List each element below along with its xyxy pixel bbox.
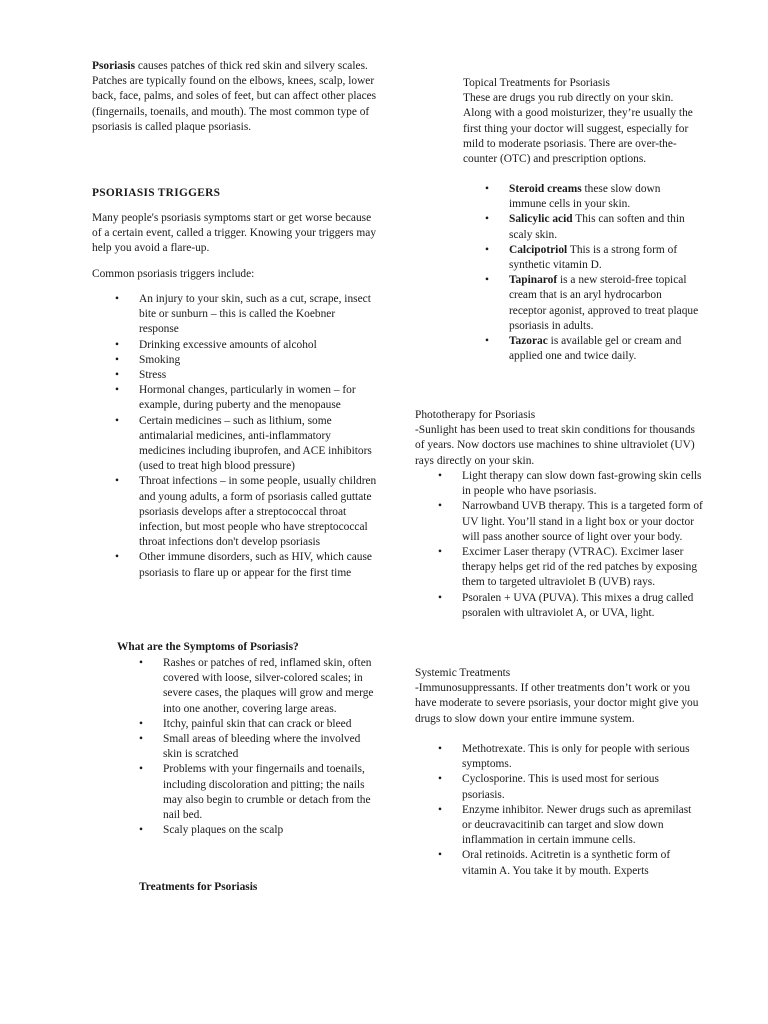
triggers-intro: Many people's psoriasis symptoms start or get worse because of a certain event, called a trigger. Knowing your triggers may help you avoid a flare-up.: [92, 212, 377, 255]
list-item: • Methotrexate. This is only for people with serious symptoms.: [438, 743, 690, 771]
list-item: • Cyclosporine. This is used most for serious psoriasis.: [438, 773, 659, 801]
systemic-heading: Systemic Treatments: [415, 667, 511, 679]
list-item: • Rashes or patches of red, inflamed skin, often covered with loose, silver-colored scales; in severe cases, the plaques will grow and merge into one another, covering large areas.: [139, 657, 374, 715]
topical-intro: These are drugs you rub directly on your skin. Along with a good moisturizer, they’re usually the first thing your doctor will suggest, especially for mild to moderate psoriasis. There are over-the-counter (OTC) and prescription options.: [463, 92, 693, 166]
triggers-common-label: Common psoriasis triggers include:: [92, 268, 255, 280]
bullet-icon: •: [485, 243, 489, 256]
bullet-icon: •: [115, 551, 119, 564]
bullet-icon: •: [485, 335, 489, 348]
list-item: • Excimer Laser therapy (VTRAC). Excimer laser therapy helps get rid of the red patches by exposing them to targeted ultraviolet B (UVB) rays.: [438, 546, 698, 589]
bullet-icon: •: [485, 183, 489, 195]
bullet-icon: •: [438, 591, 442, 604]
bullet-icon: •: [438, 470, 442, 482]
list-item: • Stress: [115, 368, 377, 383]
phototherapy-heading: Phototherapy for Psoriasis: [415, 409, 536, 421]
list-item: • Tapinarof is a new steroid-free topical cream that is an aryl hydrocarbon receptor agonist, approved to treat plaque psoriasis in adults.: [485, 274, 699, 332]
intro-paragraph: [92, 59, 377, 135]
list-item: • Hormonal changes, particularly in women – for example, during puberty and the menopause: [115, 384, 356, 412]
bullet-icon: •: [438, 500, 442, 513]
intro-term: Psoriasis: [92, 60, 136, 72]
bullet-icon: •: [115, 414, 119, 427]
list-item: • Narrowband UVB therapy. This is a targeted form of UV light. You’ll stand in a light box or your doctor will pass another source of light over your body.: [438, 500, 703, 543]
treatments-heading: Treatments for Psoriasis: [139, 881, 258, 893]
list-item: • Tazorac is available gel or cream and applied one and twice daily.: [485, 335, 682, 363]
bullet-icon: •: [438, 849, 442, 862]
list-item: • Oral retinoids. Acitretin is a synthetic form of vitamin A. You take it by mouth. Experts: [438, 849, 671, 877]
list-item: • Small areas of bleeding where the involved skin is scratched: [139, 733, 361, 761]
bullet-icon: •: [115, 353, 119, 366]
bullet-icon: •: [438, 743, 442, 755]
bullet-icon: •: [115, 475, 119, 488]
bullet-icon: •: [438, 546, 442, 559]
phototherapy-list: [438, 469, 703, 621]
systemic-intro: -Immunosuppressants. If other treatments don’t work or you have moderate to severe psoriasis, your doctor might give you drugs to slow down your entire immune system.: [415, 682, 699, 725]
bullet-icon: •: [139, 824, 143, 837]
bullet-icon: •: [139, 763, 143, 776]
list-item: • An injury to your skin, such as a cut, scrape, insect bite or sunburn – this is called the Koebner response: [115, 293, 371, 336]
list-item: • Salicylic acid This can soften and thin scaly skin.: [485, 213, 685, 241]
bullet-icon: •: [438, 803, 442, 816]
list-item: • Problems with your fingernails and toenails, including discoloration and pitting; the nails may also begin to crumble or detach from the nail bed.: [139, 763, 371, 822]
bullet-icon: •: [115, 338, 119, 351]
bullet-icon: •: [139, 733, 143, 746]
list-item: • Itchy, painful skin that can crack or bleed: [139, 717, 377, 732]
list-item: • Certain medicines – such as lithium, some antimalarial medicines, anti-inflammatory medicines including ibuprofen, and ACE inhibitors (used to treat high blood pressure): [115, 414, 372, 473]
topical-list: [485, 182, 700, 364]
bullet-icon: •: [438, 773, 442, 786]
phototherapy-intro: -Sunlight has been used to treat skin conditions for thousands of years. Now doctors use machines to shine ultraviolet (UV) rays directly on your skin.: [415, 424, 695, 467]
systemic-list: [438, 742, 703, 879]
symptoms-list: [139, 656, 377, 838]
list-item: • Other immune disorders, such as HIV, which cause psoriasis to flare up or appear for the first time: [115, 551, 372, 579]
bullet-icon: •: [485, 213, 489, 226]
bullet-icon: •: [115, 384, 119, 397]
bullet-icon: •: [115, 293, 119, 305]
triggers-heading: PSORIASIS TRIGGERS: [92, 187, 221, 199]
list-item: • Light therapy can slow down fast-growing skin cells in people who have psoriasis.: [438, 470, 702, 498]
list-item: • Steroid creams these slow down immune cells in your skin.: [485, 183, 661, 211]
intro-text: causes patches of thick red skin and silvery scales. Patches are typically found on the elbows, knees, scalp, lower back, face, palms, and soles of feet, but can affect other places (fingernails, toenails, and mouth). The most common type of psoriasis is called plaque psoriasis.: [92, 60, 377, 133]
bullet-icon: •: [139, 717, 143, 730]
symptoms-heading: What are the Symptoms of Psoriasis?: [117, 641, 299, 653]
list-item: • Calcipotriol This is a strong form of synthetic vitamin D.: [485, 243, 678, 272]
list-item: • Scaly plaques on the scalp: [139, 823, 377, 838]
bullet-icon: •: [485, 274, 489, 287]
list-item: • Drinking excessive amounts of alcohol: [115, 338, 377, 353]
bullet-icon: •: [139, 657, 143, 669]
list-item: • Throat infections – in some people, usually children and young adults, a form of psoriasis called guttate psoriasis develops after a streptococcal throat infection, but most people who have streptococcal throat infections don't develop psoriasis: [115, 475, 377, 549]
list-item: • Smoking: [115, 353, 377, 368]
bullet-icon: •: [115, 369, 119, 382]
topical-heading: Topical Treatments for Psoriasis: [463, 77, 610, 89]
triggers-list: [115, 292, 377, 581]
list-item: • Psoralen + UVA (PUVA). This mixes a drug called psoralen with ultraviolet A, or UVA, light.: [438, 591, 694, 619]
list-item: • Enzyme inhibitor. Newer drugs such as apremilast or deucravacitinib can target and slow down inflammation in certain immune cells.: [438, 803, 692, 847]
